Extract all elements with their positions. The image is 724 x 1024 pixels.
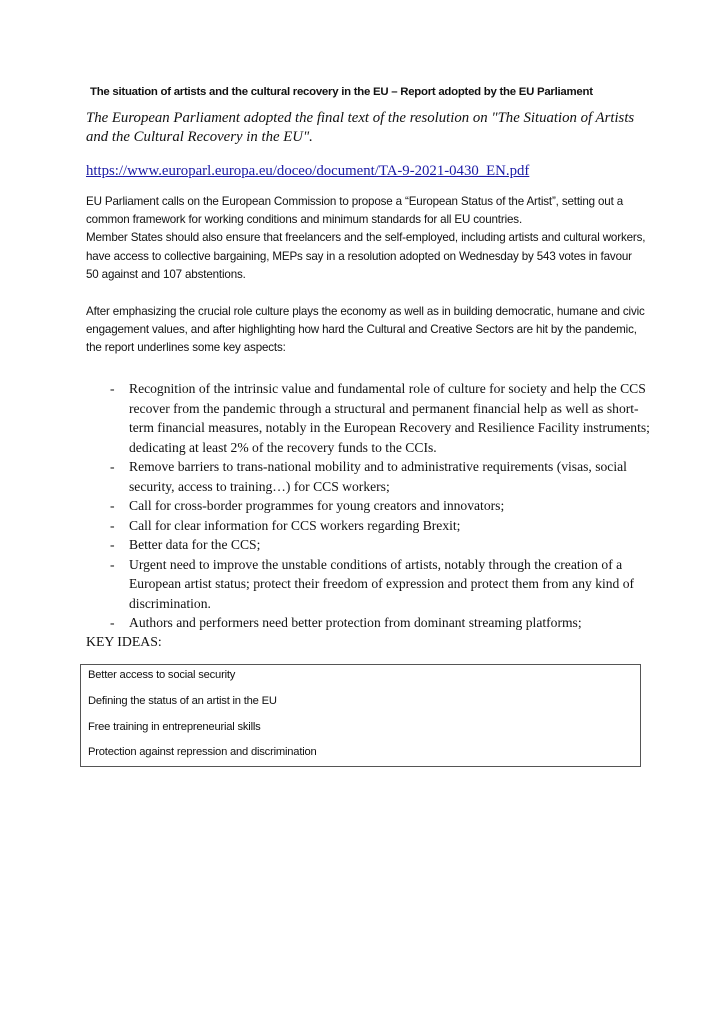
key-ideas-box [80,664,641,767]
key-idea-item: Defining the status of an artist in the EU [88,695,277,707]
bullet-dash: - [110,615,115,630]
intro-paragraph-member-states: Member States should also ensure that freelancers and the self-employed, including artists and cultural workers, have access to collective bargaining, MEPs say in a resolution adopted on Wednesday by 543 votes in favour 50 against and 107 abstentions. [86,231,646,281]
bullet-dash: - [110,556,115,572]
list-item [110,613,650,633]
list-item [110,379,650,457]
document-title: The situation of artists and the cultural recovery in the EU – Report adopted by the EU Parliament [90,86,593,98]
list-item-text: Call for cross-border programmes for young creators and innovators; [129,498,505,513]
key-ideas-heading: KEY IDEAS: [86,634,162,649]
list-item [110,555,650,614]
bullet-dash: - [110,517,115,533]
list-item-text: Recognition of the intrinsic value and fundamental role of culture for society and help the CCS recover from the pandemic through a structural and permanent financial help as well as short-term financial measures, notably in the European Recovery and Resilience Facility instruments; dedicating at least 2% of the recovery funds to the CCIs. [129,381,650,455]
list-item-text: Better data for the CCS; [129,537,261,552]
key-idea-item: Free training in entrepreneurial skills [88,721,261,733]
list-item [110,535,650,555]
intro-paragraph-commission: EU Parliament calls on the European Commission to propose a “European Status of the Artist”, setting out a common framework for working conditions and minimum standards for all EU countries. [86,195,624,227]
bullet-dash: - [110,498,115,513]
list-item-text: Call for clear information for CCS workers regarding Brexit; [129,517,461,533]
key-idea-item: Protection against repression and discrimination [88,746,317,758]
bullet-dash: - [110,537,115,552]
key-aspects-list [110,379,650,633]
intro-paragraph [86,193,646,284]
resolution-pdf-link[interactable]: https://www.europarl.europa.eu/doceo/document/TA-9-2021-0430_EN.pdf [86,163,530,179]
key-aspects-intro: After emphasizing the crucial role culture plays the economy as well as in building democratic, humane and civic engagement values, and after highlighting how hard the Cultural and Creative Sectors are hit by the pandemic, the report underlines some key aspects: [86,305,645,355]
key-idea-item: Better access to social security [88,669,236,681]
list-item [110,516,650,536]
list-item-text: Remove barriers to trans-national mobility and to administrative requirements (visas, social security, access to training…) for CCS workers; [129,459,627,494]
list-item-text: Urgent need to improve the unstable conditions of artists, notably through the creation of a European artist status; protect their freedom of expression and protect them from any kind of discrimination. [129,556,635,611]
lead-paragraph: The European Parliament adopted the final text of the resolution on "The Situation of Artists and the Cultural Recovery in the EU". [86,110,635,145]
list-item-text: Authors and performers need better protection from dominant streaming platforms; [129,615,582,630]
bullet-dash: - [110,381,115,396]
bullet-dash: - [110,459,115,474]
list-item [110,496,650,516]
list-item [110,457,650,496]
